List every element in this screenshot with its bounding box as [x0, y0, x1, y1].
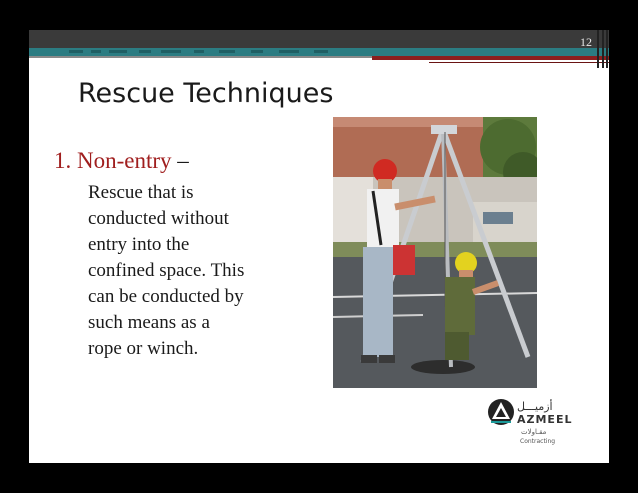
description-line: confined space. This [88, 260, 245, 281]
list-item [54, 148, 189, 174]
logo-latin-name: AZMEEL [517, 413, 573, 426]
page-number: 12 [580, 35, 592, 49]
company-logo [487, 398, 587, 458]
list-dash: – [171, 148, 189, 173]
header-dash [161, 50, 181, 53]
header-dash [219, 50, 235, 53]
rescue-tripod-photo [333, 117, 537, 388]
description-line: rope or winch. [88, 338, 199, 359]
logo-latin-sub: Contracting [520, 438, 556, 445]
header-red-line [372, 56, 609, 60]
header-dash [139, 50, 151, 53]
header-dash [91, 50, 101, 53]
description-line: such means as a [88, 312, 210, 333]
header-dash [251, 50, 263, 53]
list-description [88, 180, 298, 362]
header-bar [29, 30, 609, 48]
logo-arabic-sub: مقـاولات [521, 428, 547, 436]
header-dash [279, 50, 299, 53]
description-line: Rescue that is [88, 182, 194, 203]
list-number: 1. [54, 148, 72, 173]
list-term: Non-entry [77, 148, 172, 173]
slide-title: Rescue Techniques [78, 78, 334, 109]
header-thin-line [429, 62, 609, 63]
description-line: entry into the [88, 234, 190, 255]
description-line: conducted without [88, 208, 229, 229]
slide [29, 30, 609, 463]
logo-arabic-name: أزميـــل [517, 400, 553, 413]
description-line: can be conducted by [88, 286, 244, 307]
logo-emblem-icon [487, 398, 515, 426]
header-dash [109, 50, 127, 53]
header-dash [69, 50, 83, 53]
header-dash [314, 50, 328, 53]
header-vertical-lines [595, 30, 609, 68]
header-dash [194, 50, 204, 53]
header-line [29, 56, 372, 58]
